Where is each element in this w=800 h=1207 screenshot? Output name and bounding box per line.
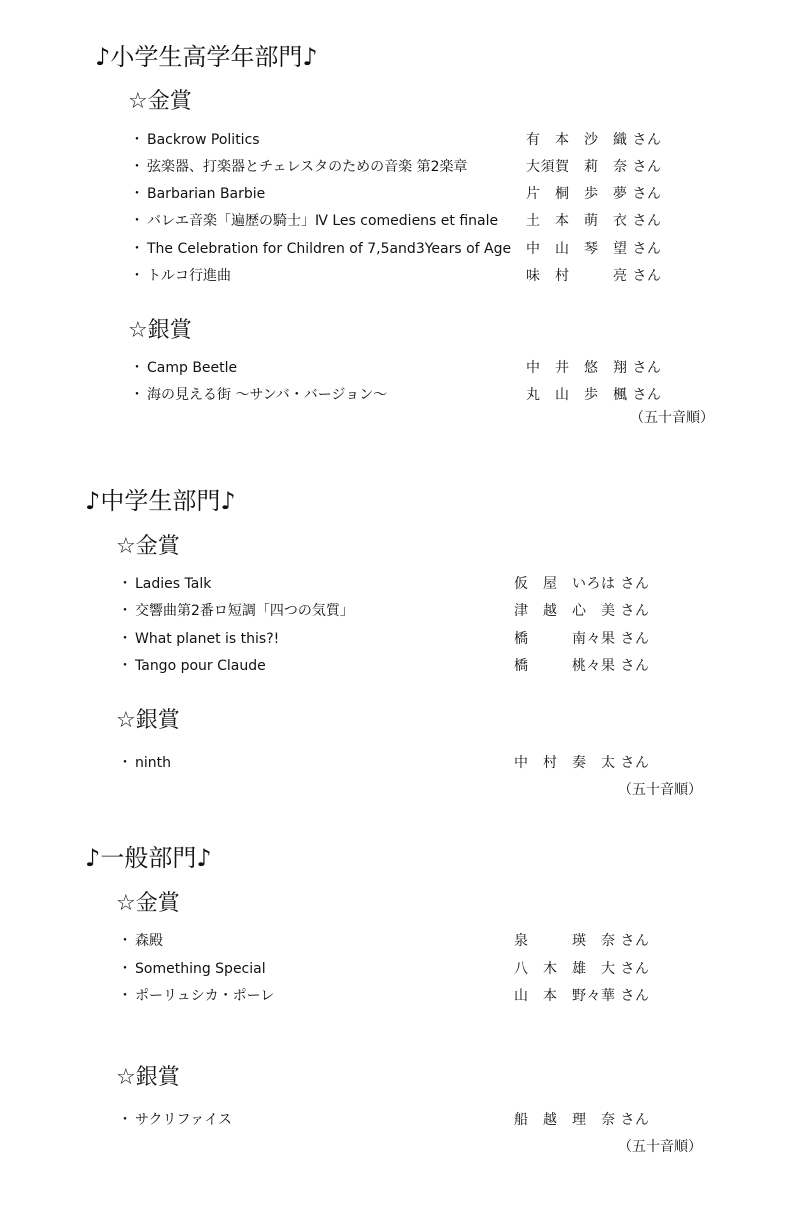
list-item xyxy=(118,752,678,774)
list-item xyxy=(130,265,690,287)
bullet: ・ xyxy=(118,603,132,619)
bullet: ・ xyxy=(130,132,144,148)
work-title: Something Special xyxy=(135,961,266,977)
performer-name: 中 山 琴 望 さん xyxy=(526,241,662,257)
list-item xyxy=(130,183,690,205)
gold-award-heading: ☆金賞 xyxy=(128,89,192,114)
silver-award-heading: ☆銀賞 xyxy=(128,318,192,343)
work-title: What planet is this?! xyxy=(135,631,280,647)
list-item xyxy=(130,156,690,178)
bullet: ・ xyxy=(130,159,144,175)
bullet: ・ xyxy=(118,755,132,771)
section-title-elementary: ♪小学生高学年部門♪ xyxy=(95,43,318,71)
performer-name: 片 桐 歩 夢 さん xyxy=(526,186,662,202)
bullet: ・ xyxy=(130,241,144,257)
work-title: The Celebration for Children of 7,5and3Years of Age xyxy=(147,241,512,257)
performer-name: 橋 桃々果 さん xyxy=(514,658,650,674)
performer-name: 仮 屋 いろは さん xyxy=(514,576,650,592)
performer-name: 橋 南々果 さん xyxy=(514,631,650,647)
bullet: ・ xyxy=(118,631,132,647)
list-item xyxy=(118,628,678,650)
bullet: ・ xyxy=(118,988,132,1004)
list-item xyxy=(130,238,690,260)
bullet: ・ xyxy=(130,387,144,403)
bullet: ・ xyxy=(118,658,132,674)
list-item xyxy=(130,129,690,151)
performer-name: 八 木 雄 大 さん xyxy=(514,961,650,977)
work-title: Camp Beetle xyxy=(147,360,238,376)
work-title: ポーリュシカ・ポーレ xyxy=(135,988,275,1004)
bullet: ・ xyxy=(118,961,132,977)
performer-name: 船 越 理 奈 さん xyxy=(514,1112,650,1128)
work-title: Backrow Politics xyxy=(147,132,260,148)
list-item xyxy=(118,600,678,622)
ordering-note: （五十音順） xyxy=(618,782,702,798)
gold-award-heading: ☆金賞 xyxy=(116,534,180,559)
list-item xyxy=(118,958,678,980)
bullet: ・ xyxy=(118,576,132,592)
performer-name: 丸 山 歩 楓 さん xyxy=(526,387,662,403)
bullet: ・ xyxy=(118,1112,132,1128)
work-title: 海の見える街 ～サンバ・バージョン～ xyxy=(147,387,388,403)
work-title: バレエ音楽「遍歴の騎士」Ⅳ Les comediens et finale xyxy=(147,213,499,229)
bullet: ・ xyxy=(130,186,144,202)
performer-name: 泉 瑛 奈 さん xyxy=(514,933,650,949)
list-item xyxy=(118,655,678,677)
list-item xyxy=(130,210,690,232)
bullet: ・ xyxy=(118,933,132,949)
silver-award-heading: ☆銀賞 xyxy=(116,708,180,733)
performer-name: 中 井 悠 翔 さん xyxy=(526,360,662,376)
work-title: Tango pour Claude xyxy=(135,658,266,674)
ordering-note: （五十音順） xyxy=(630,410,714,426)
silver-award-heading: ☆銀賞 xyxy=(116,1065,180,1090)
work-title: 森殿 xyxy=(135,933,163,949)
work-title: ninth xyxy=(135,755,171,771)
performer-name: 有 本 沙 織 さん xyxy=(526,132,662,148)
work-title: サクリファイス xyxy=(135,1112,233,1128)
performer-name: 味 村 亮 さん xyxy=(526,268,662,284)
section-title-general: ♪一般部門♪ xyxy=(85,844,212,872)
work-title: 交響曲第2番ロ短調「四つの気質」 xyxy=(135,603,354,619)
list-item xyxy=(118,1109,678,1131)
list-item xyxy=(130,384,690,406)
bullet: ・ xyxy=(130,360,144,376)
performer-name: 中 村 奏 太 さん xyxy=(514,755,650,771)
work-title: トルコ行進曲 xyxy=(147,268,231,284)
performer-name: 土 本 萌 衣 さん xyxy=(526,213,662,229)
list-item xyxy=(118,985,678,1007)
ordering-note: （五十音順） xyxy=(618,1139,702,1155)
gold-award-heading: ☆金賞 xyxy=(116,891,180,916)
performer-name: 大須賀 莉 奈 さん xyxy=(526,159,662,175)
section-title-junior-high: ♪中学生部門♪ xyxy=(85,487,236,515)
list-item xyxy=(130,357,690,379)
work-title: Barbarian Barbie xyxy=(147,186,266,202)
list-item xyxy=(118,930,678,952)
performer-name: 津 越 心 美 さん xyxy=(514,603,650,619)
bullet: ・ xyxy=(130,213,144,229)
work-title: 弦楽器、打楽器とチェレスタのための音楽 第2楽章 xyxy=(147,159,468,175)
bullet: ・ xyxy=(130,268,144,284)
work-title: Ladies Talk xyxy=(135,576,212,592)
performer-name: 山 本 野々華 さん xyxy=(514,988,650,1004)
list-item xyxy=(118,573,678,595)
